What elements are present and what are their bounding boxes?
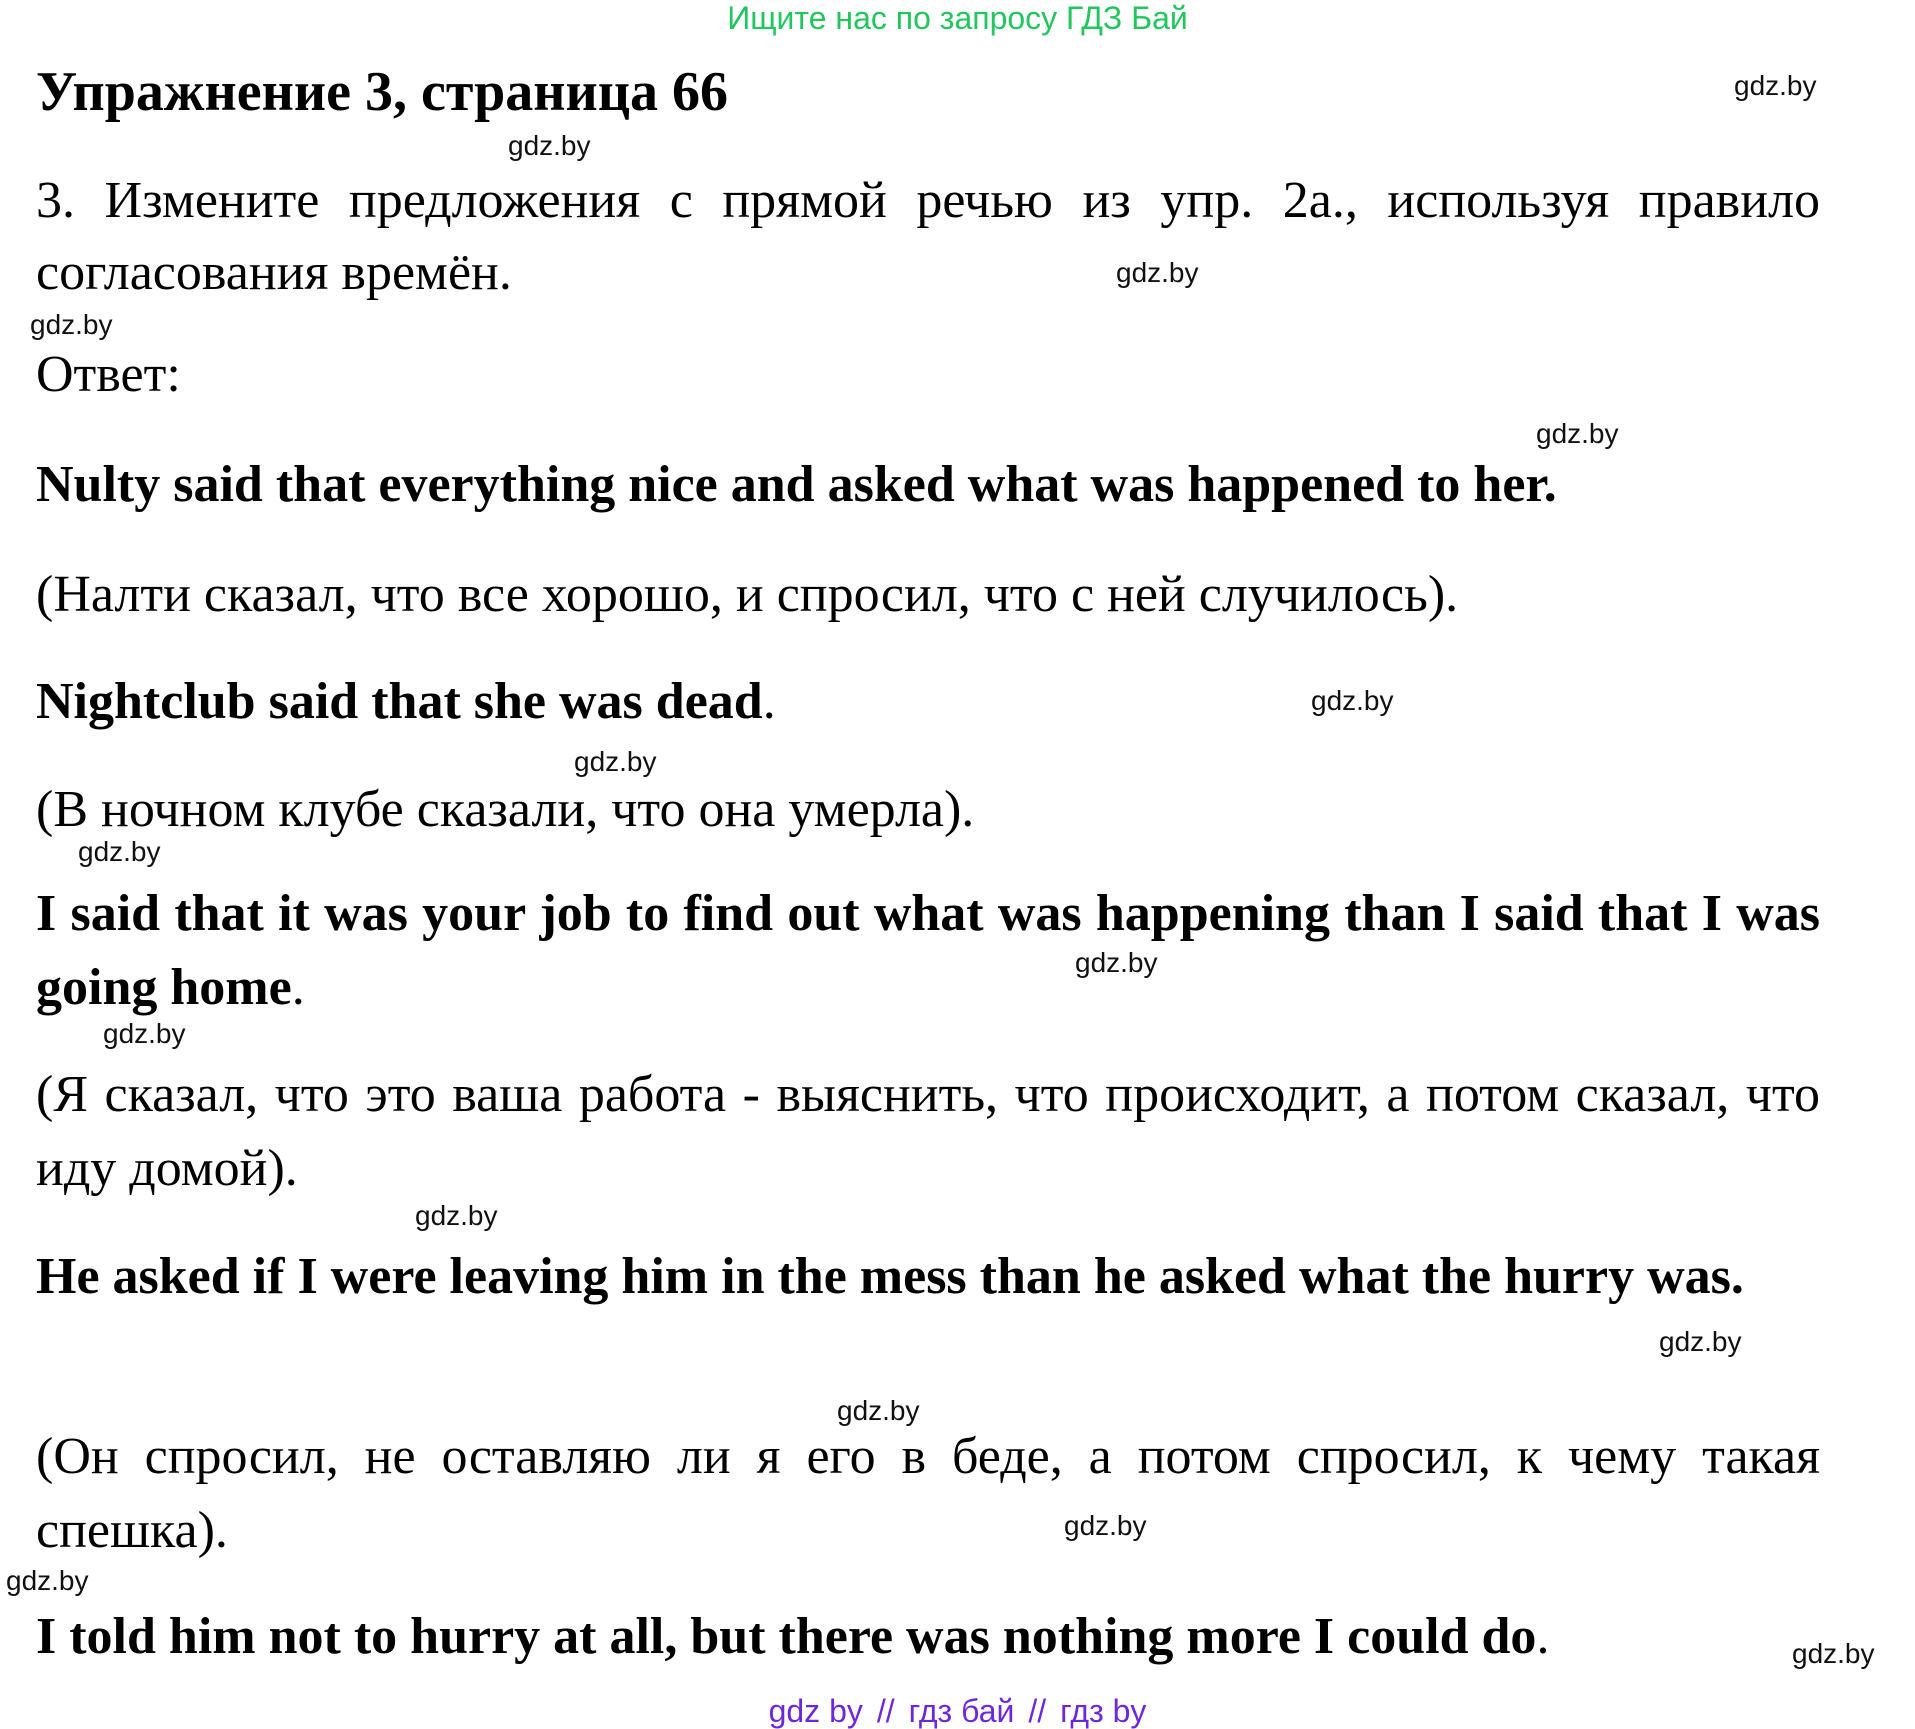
answer-english-end: . (762, 673, 776, 730)
answer-label: Ответ: (36, 346, 181, 403)
answer-english-text: I said that it was your job to find out what was happening than I said that I was going home (36, 885, 1820, 1016)
task-text: 3. Измените предложения с прямой речью из упр. 2а., используя правило согласования времён. (36, 172, 1820, 301)
watermark: gdz.by (1734, 70, 1817, 101)
watermark: gdz.by (103, 1018, 186, 1049)
answer-english-text: Nightclub said that she was dead (36, 673, 763, 730)
watermark: gdz.by (508, 130, 591, 161)
watermark: gdz.by (1075, 947, 1158, 978)
watermark: gdz.by (30, 309, 113, 340)
footer-link: gdz by (768, 1693, 863, 1729)
watermark: gdz.by (837, 1395, 920, 1426)
answer-english-text: Nulty said that everything nice and asked what was happened to her. (36, 456, 1557, 513)
footer-separator: // (1028, 1693, 1047, 1729)
footer-link: гдз бай (908, 1693, 1015, 1729)
top-banner: Ищите нас по запросу ГДЗ Бай (727, 0, 1188, 36)
answer-english-end: . (291, 959, 305, 1016)
answer-english (36, 665, 1820, 739)
answer-english (36, 448, 1820, 522)
watermark: gdz.by (78, 836, 161, 867)
footer-link: гдз by (1060, 1693, 1147, 1729)
watermark: gdz.by (6, 1565, 89, 1596)
answer-english (36, 1600, 1820, 1674)
footer (0, 1693, 1915, 1729)
page-title: Упражнение 3, страница 66 (36, 61, 729, 123)
answer-english-text: I told him not to hurry at all, but there was nothing more I could do (36, 1608, 1537, 1665)
answer-translation: (В ночном клубе сказали, что она умерла). (36, 781, 975, 838)
watermark: gdz.by (1792, 1638, 1875, 1669)
watermark: gdz.by (1116, 257, 1199, 288)
answer-english (36, 877, 1820, 1025)
answer-english-end: . (1536, 1608, 1550, 1665)
footer-separator: // (876, 1693, 895, 1729)
watermark: gdz.by (415, 1200, 498, 1231)
answer-translation: (Я сказал, что это ваша работа - выяснить, что происходит, а потом сказал, что иду домой). (36, 1066, 1820, 1197)
answer-english (36, 1240, 1820, 1314)
watermark: gdz.by (1536, 418, 1619, 449)
watermark: gdz.by (1064, 1510, 1147, 1541)
answer-translation: (Налти сказал, что все хорошо, и спросил, что с ней случилось). (36, 566, 1459, 623)
answer-english-text: He asked if I were leaving him in the mess than he asked what the hurry was. (36, 1248, 1744, 1305)
answer-translation: (Он спросил, не оставляю ли я его в беде, а потом спросил, к чему такая спешка). (36, 1428, 1820, 1559)
watermark: gdz.by (1659, 1326, 1742, 1357)
watermark: gdz.by (574, 746, 657, 777)
watermark: gdz.by (1311, 685, 1394, 716)
